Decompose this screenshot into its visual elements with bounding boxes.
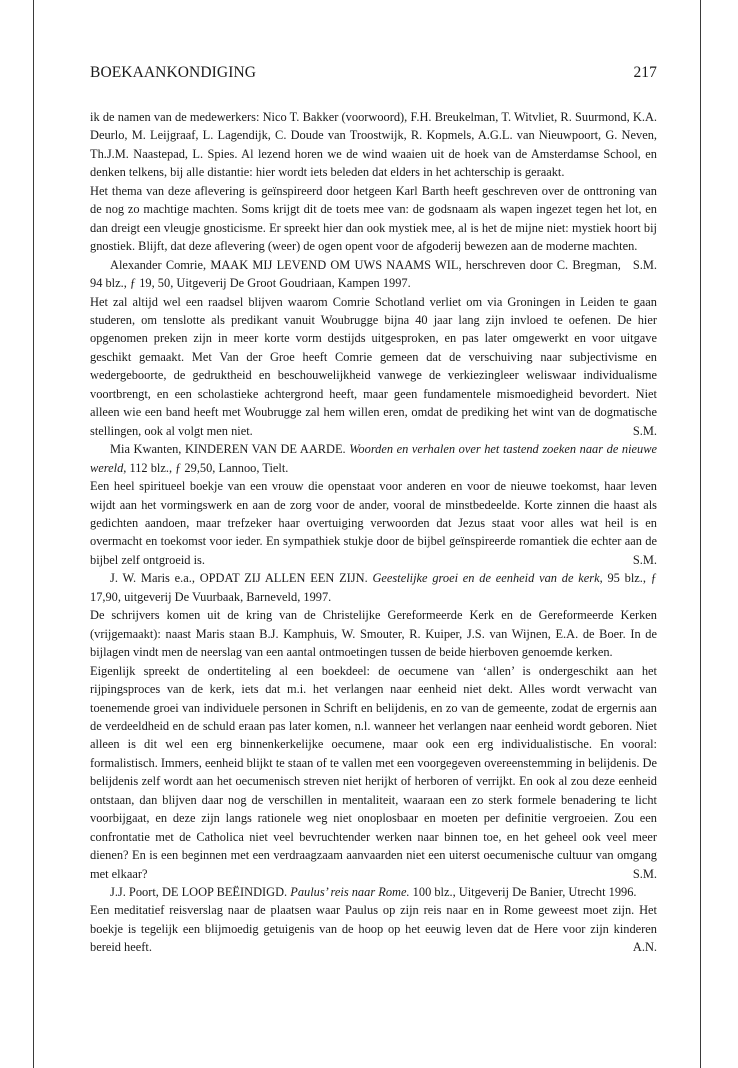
review-text — [90, 477, 657, 569]
reviewer-initials: S.M. — [632, 423, 657, 438]
review-paragraph: ik de namen van de medewerkers: Nico T. Bakker (voorwoord), F.H. Breukelman, T. Witvliet, R. Suurmond, K.A. Deurlo, M. Leijgraaf, L. Lagendijk, C. Doude van Troostwijk, R. Kopmels, A.G.L. van Nieuwpoort, G. Neven, Th.J.M. Naastepad, L. Spies. Al lezend horen we de wind waaien uit de hoek van de Amsterdamse School, en denken telkens, bij alle distantie: hier wordt iets beleden dat elders in het achterschip is geraakt. — [90, 110, 657, 180]
page-edge-right — [700, 0, 701, 1068]
reviewer-initials: A.N. — [632, 940, 657, 955]
review-text — [90, 293, 657, 441]
review-paragraph: Een meditatief reisverslag naar de plaatsen waar Paulus op zijn reis naar en in Rome geweest moet zijn. Het boekje is tegelijk een blijmoedig getuigenis van de hoop op het eeuwig leven dat de Here voor zijn kinderen bereid heeft. — [90, 903, 657, 955]
reviewer-initials: S.M. — [632, 866, 657, 881]
review-text — [90, 662, 657, 883]
review-text-continued — [90, 108, 657, 182]
review-paragraph: Het zal altijd wel een raadsel blijven waarom Comrie Schotland verliet om via Groningen in Leiden te gaan studeren, om tenslotte als predikant vanuit Woubrugge bijna 40 jaar lang zijn invloed te oefenen. De hier opgenomen preken zijn in meer korte vorm destijds uitgesproken, en pas later omgewerkt en voor uitgave geschikt gemaakt. Met Van der Groe heeft Comrie gemeen dat de verschuiving naar subjectivisme en wedergeboorte, de gedruktheid en beschouwelijkheid vanwege de verkiezingleer weliswaar individualisme voortbrengt, en een scholastieke achtergrond heeft, maar geen fundamentele mismoedigheid bevordert. Niet alleen wie een band heeft met Woubrugge zal hem willen eren, omdat de prediking het wint van de dogmatische stellingen, ook al volgt men niet. — [90, 294, 657, 438]
book-entry-comrie — [90, 256, 657, 293]
book-entry-poort — [90, 883, 657, 901]
review-text — [90, 182, 657, 272]
review-paragraph: De schrijvers komen uit de kring van de Christelijke Gereformeerde Kerk en de Gereformeerde Kerken (vrijgemaakt): naast Maris staan B.J. Kamphuis, W. Smouter, R. Kuiper, J.S. van Wijnen, E.A. de Boer. In de bijlagen vindt men de neerslag van een aantal ontmoetingen tussen de beide hierboven genoemde kerken. — [90, 608, 657, 660]
review-text — [90, 606, 657, 661]
page-body — [90, 108, 657, 957]
book-entry-kwanten — [90, 440, 657, 477]
book-publication-details: 95 blz., ƒ 17,90, uitgeverij De Vuurbaak, Barneveld, 1997. — [90, 571, 657, 604]
page-edge-left — [33, 0, 34, 1068]
running-header — [90, 64, 657, 86]
reviewer-initials: S.M. — [632, 552, 657, 567]
book-subtitle: Paulus’ reis naar Rome. — [290, 885, 410, 900]
review-text — [90, 901, 657, 956]
book-entry-maris — [90, 569, 657, 606]
book-publication-details: 112 blz., ƒ 29,50, Lannoo, Tielt. — [129, 460, 289, 475]
book-author-title: J. W. Maris e.a., OPDAT ZIJ ALLEN EEN ZIJN. — [110, 571, 368, 586]
book-publication-details: 100 blz., Uitgeverij De Banier, Utrecht 1996. — [412, 885, 637, 900]
review-paragraph: Eigenlijk spreekt de ondertiteling al een boekdeel: de oecumene van ‘allen’ is ondergeschikt aan het rijpingsproces van de kerk, iets dat m.i. het verlangen naar eenheid niet dekt. Alles wordt verwacht van toenemende groei van individuele personen in Schrift en belijdenis, en zo van de gemeente, zodat de ergernis aan de verdeeldheid en de schuld eraan pas later komen, n.l. wanneer het verlangen naar eenheid wordt geboren. Niet alleen is dit wel een erg binnenkerkelijke oecumene, maar ook een erg individualistische. En vooral: formalistisch. Immers, eenheid blijkt te staan of te vallen met een voorgegeven overeenstemming in belijdenis. De belijdenis zelf wordt aan het oecumenisch streven niet herijkt of herboren of verrijkt. En ook al zou deze eenheid ontstaan, dan blijven daar nog de verschillen in mentaliteit, waaraan een zo sterk formele benadering te licht voorbijgaat, en deze zijn langs rationele weg niet onoplosbaar en moeten per definitie vergroeien. Zou een confrontatie met de Catholica niet veel bevruchtender werken naar binnen toe, en het geheel ook veel meer dienen? En is een beginnen met een verdraagzaam aanvaarden niet een uiterst oecumenische cultuur van omgang met elkaar? — [90, 663, 657, 881]
book-author-title: J.J. Poort, DE LOOP BEËINDIGD. — [110, 885, 288, 900]
running-title: BOEKAANKONDIGING — [90, 64, 257, 81]
page-number: 217 — [633, 64, 657, 81]
review-paragraph: Het thema van deze aflevering is geïnspireerd door hetgeen Karl Barth heeft geschreven over de onttroning van de nog zo machtige machten. Soms krijgt dit de toets mee van: de godsnaam als wapen ingezet tegen het lot, en dan dreigt een vleugje gnosticisme. Er spreekt hier dan ook mystiek mee, al is het de mijne niet: mystiek hoort bij gnostiek. Blijft, dat deze aflevering (weer) de ogen opent voor de afgoderij bewezen aan de moderne machten. — [90, 183, 657, 254]
book-subtitle: Geestelijke groei en de eenheid van de kerk, — [372, 571, 603, 586]
book-citation: Alexander Comrie, MAAK MIJ LEVEND OM UWS NAAMS WIL, herschreven door C. Bregman, 94 blz., ƒ 19, 50, Uitgeverij De Groot Goudriaan, Kampen 1997. — [90, 257, 621, 291]
book-subtitle: Woorden en verhalen over het tastend zoeken naar de nieuwe wereld, — [90, 442, 657, 475]
review-paragraph: Een heel spiritueel boekje van een vrouw die openstaat voor anderen en voor de nieuwe toekomst, haar leven wijdt aan het vormingswerk en aan de zorg voor de ander, vooral de minstbedeelde. Korte zinnen die haast als gedichten aandoen, maar trefzeker haar overtuiging verwoorden dat Jezus staat voor alles wat heil is en overmacht en toekomst voor ieder. En sympathiek stukje door de bijbel geïnspireerde romantiek die echter aan de bijbel zelf ontgroeid is. — [90, 479, 657, 567]
book-author-title: Mia Kwanten, KINDEREN VAN DE AARDE. — [110, 442, 346, 457]
reviewer-initials: S.M. — [632, 257, 657, 272]
